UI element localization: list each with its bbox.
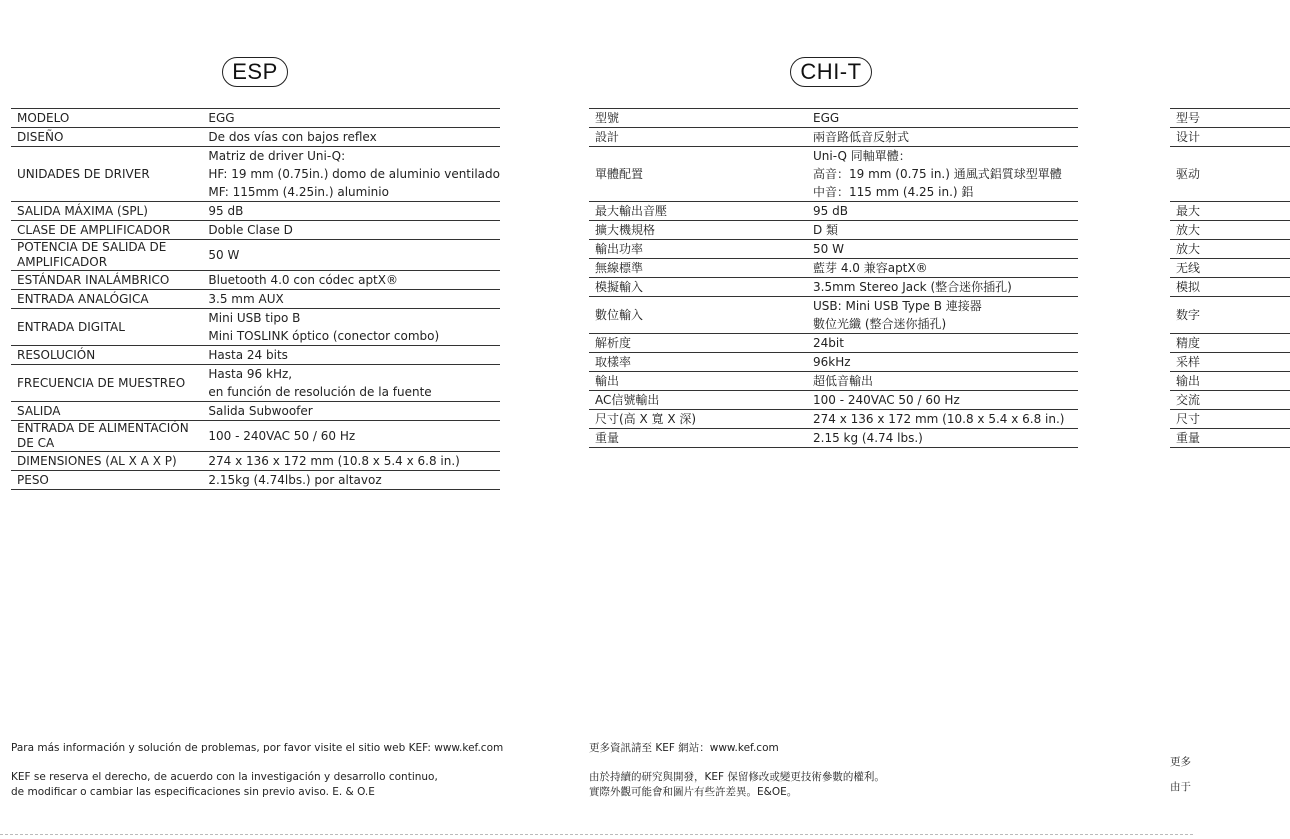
spec-row xyxy=(1170,259,1290,278)
spec-label-text: 数字 xyxy=(1176,307,1201,322)
spec-value-text: De dos vías con bajos reflex xyxy=(208,130,377,144)
spec-row xyxy=(1170,353,1290,372)
footer-esp xyxy=(11,741,503,800)
spec-value-text: 95 dB xyxy=(813,204,848,218)
spec-label-text: 驱动 xyxy=(1176,166,1201,181)
spec-row xyxy=(11,109,500,128)
spec-row xyxy=(589,240,1078,259)
spec-value xyxy=(807,221,1078,240)
spec-value xyxy=(807,334,1078,353)
spec-value-text: MF: 115mm (4.25in.) aluminio xyxy=(208,185,389,199)
spec-value-text: 2.15 kg (4.74 lbs.) xyxy=(813,431,923,445)
spec-row xyxy=(589,278,1078,297)
spec-row xyxy=(589,128,1078,147)
spec-value xyxy=(202,452,500,471)
spec-value xyxy=(807,259,1078,278)
spec-label-text: 無線標準 xyxy=(595,260,644,275)
spec-row xyxy=(11,346,500,365)
spec-row xyxy=(589,147,1078,202)
spec-value-text: Bluetooth 4.0 con códec aptX® xyxy=(208,273,398,287)
spec-value xyxy=(202,128,500,147)
spec-value xyxy=(807,410,1078,429)
spec-label-text: PESO xyxy=(17,472,49,487)
spec-row xyxy=(1170,297,1290,334)
spec-label-text: 精度 xyxy=(1176,335,1201,350)
spec-value xyxy=(202,346,500,365)
spec-row xyxy=(11,309,500,346)
spec-row xyxy=(1170,128,1290,147)
spec-label-text: POTENCIA DE SALIDA DE AMPLIFICADOR xyxy=(17,240,167,269)
spec-label xyxy=(11,402,202,421)
spec-value xyxy=(202,309,500,346)
spec-value-text: 95 dB xyxy=(208,204,244,218)
spec-label-text: 设计 xyxy=(1176,129,1201,144)
spec-label-text: SALIDA MÁXIMA (SPL) xyxy=(17,203,148,218)
spec-label xyxy=(11,147,202,202)
spec-label-text: ENTRADA ANALÓGICA xyxy=(17,291,149,306)
spec-label xyxy=(1170,202,1290,221)
spec-label xyxy=(11,221,202,240)
spec-row xyxy=(11,271,500,290)
spec-label-text: 設計 xyxy=(595,129,620,144)
spec-label xyxy=(589,334,807,353)
spec-row xyxy=(11,402,500,421)
spec-label xyxy=(589,391,807,410)
spec-label xyxy=(589,429,807,448)
spec-value-text: 96kHz xyxy=(813,355,851,369)
spec-value xyxy=(202,147,500,202)
spec-value-text: 100 - 240VAC 50 / 60 Hz xyxy=(813,393,960,407)
spec-label xyxy=(11,452,202,471)
spec-row xyxy=(1170,410,1290,429)
spec-label-text: 模擬輸入 xyxy=(595,279,644,294)
spec-value-text: 274 x 136 x 172 mm (10.8 x 5.4 x 6.8 in.) xyxy=(813,412,1065,426)
spec-value xyxy=(807,429,1078,448)
spec-label xyxy=(11,240,202,271)
spec-label-text: ENTRADA DE ALIMENTACIÓN DE CA xyxy=(17,421,189,450)
spec-table-chi-s-partial xyxy=(1170,108,1290,448)
spec-row xyxy=(11,290,500,309)
spec-value-text: 100 - 240VAC 50 / 60 Hz xyxy=(208,429,356,443)
spec-label-text: 尺寸 xyxy=(1176,411,1201,426)
spec-row xyxy=(11,147,500,202)
spec-value-text: Salida Subwoofer xyxy=(208,404,313,418)
spec-label-text: 單體配置 xyxy=(595,166,644,181)
spec-row xyxy=(1170,278,1290,297)
spec-label-text: UNIDADES DE DRIVER xyxy=(17,166,150,181)
spec-value-text: Hasta 24 bits xyxy=(208,348,288,362)
spec-value xyxy=(202,240,500,271)
spec-row xyxy=(589,410,1078,429)
spec-value-text: Uni-Q 同軸單體： xyxy=(813,149,911,163)
spec-label xyxy=(11,365,202,402)
footer-disclaimer-line: 實際外觀可能會和圖片有些許差異。E&OE。 xyxy=(589,786,798,798)
spec-value-text: Hasta 96 kHz, xyxy=(208,367,293,381)
spec-label xyxy=(1170,259,1290,278)
spec-label-text: RESOLUCIÓN xyxy=(17,347,96,362)
spec-label xyxy=(11,290,202,309)
spec-value-text: 超低音輸出 xyxy=(813,374,874,388)
spec-label xyxy=(11,271,202,290)
spec-row xyxy=(1170,147,1290,202)
spec-row xyxy=(589,391,1078,410)
spec-value xyxy=(202,402,500,421)
spec-row xyxy=(589,372,1078,391)
spec-row xyxy=(589,429,1078,448)
spec-label xyxy=(589,128,807,147)
spec-row xyxy=(11,202,500,221)
footer-line: 更多 xyxy=(1170,756,1191,768)
spec-label xyxy=(589,297,807,334)
spec-table-esp xyxy=(11,108,500,490)
spec-value-text: 2.15kg (4.74lbs.) por altavoz xyxy=(208,473,382,487)
spec-value xyxy=(807,240,1078,259)
spec-label-text: 最大輸出音壓 xyxy=(595,203,668,218)
spec-value-text: 數位光纖 (整合迷你插孔) xyxy=(813,317,947,331)
spec-label-text: ESTÁNDAR INALÁMBRICO xyxy=(17,272,170,287)
spec-value-text: 藍芽 4.0 兼容aptX® xyxy=(813,261,928,275)
spec-value-text: 高音：19 mm (0.75 in.) 通風式鋁質球型單體 xyxy=(813,167,1062,181)
spec-row xyxy=(589,221,1078,240)
spec-value xyxy=(807,128,1078,147)
spec-value xyxy=(807,353,1078,372)
spec-label-text: 输出 xyxy=(1176,373,1201,388)
spec-label-text: AC信號輸出 xyxy=(595,392,660,407)
spec-label xyxy=(589,240,807,259)
footer-line: 由于 xyxy=(1170,781,1191,793)
spec-value xyxy=(202,221,500,240)
spec-value xyxy=(202,421,500,452)
spec-value-text: USB: Mini USB Type B 連接器 xyxy=(813,299,982,313)
spec-value-text: D 類 xyxy=(813,223,839,237)
spec-label xyxy=(589,259,807,278)
spec-row xyxy=(589,353,1078,372)
spec-label-text: DIMENSIONES (AL X A X P) xyxy=(17,453,177,468)
spec-label-text: 型号 xyxy=(1176,110,1201,125)
spec-label-text: MODELO xyxy=(17,110,70,125)
spec-row xyxy=(11,240,500,271)
spec-row xyxy=(1170,429,1290,448)
spec-label xyxy=(589,221,807,240)
spec-label-text: 模拟 xyxy=(1176,279,1201,294)
spec-table-chi-t xyxy=(589,108,1078,448)
spec-value-text: 24bit xyxy=(813,336,844,350)
footer-disclaimer-line: KEF se reserva el derecho, de acuerdo con la investigación y desarrollo continuo, xyxy=(11,771,438,783)
spec-label-text: 放大 xyxy=(1176,241,1201,256)
spec-label-text: 解析度 xyxy=(595,335,632,350)
spec-value xyxy=(202,471,500,490)
spec-value xyxy=(202,365,500,402)
spec-label-text: 重量 xyxy=(595,430,620,445)
spec-value-text: Matriz de driver Uni-Q: xyxy=(208,149,346,163)
spec-label xyxy=(589,353,807,372)
spec-value xyxy=(807,278,1078,297)
spec-label-text: FRECUENCIA DE MUESTREO xyxy=(17,375,186,390)
crop-mark-line xyxy=(0,834,1193,835)
spec-label xyxy=(1170,372,1290,391)
spec-label-text: CLASE DE AMPLIFICADOR xyxy=(17,222,171,237)
spec-label xyxy=(11,309,202,346)
partial-column-chi-s xyxy=(1170,0,1201,839)
spec-row xyxy=(589,259,1078,278)
footer-disclaimer-line: 由於持續的研究與開發，KEF 保留修改或變更技術參數的權利。 xyxy=(589,771,885,783)
spec-value-text: 274 x 136 x 172 mm (10.8 x 5.4 x 6.8 in.) xyxy=(208,454,460,468)
spec-row xyxy=(11,452,500,471)
spec-row xyxy=(1170,372,1290,391)
spec-label-text: 无线 xyxy=(1176,260,1201,275)
spec-row xyxy=(11,421,500,452)
spec-row xyxy=(11,221,500,240)
spec-row xyxy=(11,471,500,490)
spec-value-text: 50 W xyxy=(813,242,844,256)
spec-label xyxy=(589,278,807,297)
spec-label xyxy=(11,202,202,221)
spec-value xyxy=(807,109,1078,128)
spec-label xyxy=(1170,429,1290,448)
spec-label xyxy=(1170,391,1290,410)
spec-value xyxy=(807,297,1078,334)
spec-row xyxy=(1170,221,1290,240)
spec-value xyxy=(807,202,1078,221)
spec-label xyxy=(589,109,807,128)
spec-label-text: DISEÑO xyxy=(17,129,64,144)
spec-label-text: 重量 xyxy=(1176,430,1201,445)
spec-label xyxy=(1170,109,1290,128)
spec-row xyxy=(1170,391,1290,410)
spec-label xyxy=(589,372,807,391)
spec-row xyxy=(1170,109,1290,128)
spec-row xyxy=(589,297,1078,334)
spec-value-text: 3.5mm Stereo Jack (整合迷你插孔) xyxy=(813,280,1012,294)
spec-row xyxy=(1170,202,1290,221)
spec-value-text: Mini TOSLINK óptico (conector combo) xyxy=(208,329,440,343)
spec-value-text: Mini USB tipo B xyxy=(208,311,301,325)
spec-value-text: EGG xyxy=(208,111,235,125)
spec-value xyxy=(807,391,1078,410)
spec-label xyxy=(11,128,202,147)
spec-label-text: 型號 xyxy=(595,110,620,125)
spec-label xyxy=(1170,410,1290,429)
spec-label xyxy=(1170,353,1290,372)
spec-label xyxy=(1170,297,1290,334)
spec-value-text: 中音：115 mm (4.25 in.) 鋁 xyxy=(813,185,974,199)
spec-value-text: en función de resolución de la fuente xyxy=(208,385,432,399)
spec-label xyxy=(1170,334,1290,353)
spec-label-text: 放大 xyxy=(1176,222,1201,237)
spec-row xyxy=(589,334,1078,353)
spec-value xyxy=(807,147,1078,202)
spec-label-text: 采样 xyxy=(1176,354,1201,369)
spec-value-text: Doble Clase D xyxy=(208,223,293,237)
spec-label-text: 尺寸(高 X 寬 X 深) xyxy=(595,411,697,426)
spec-value xyxy=(202,202,500,221)
spec-row xyxy=(11,128,500,147)
spec-label-text: 最大 xyxy=(1176,203,1201,218)
spec-label-text: 取樣率 xyxy=(595,354,632,369)
spec-label xyxy=(1170,147,1290,202)
spec-label xyxy=(11,421,202,452)
spec-value xyxy=(202,271,500,290)
spec-row xyxy=(1170,334,1290,353)
footer-chi-t xyxy=(589,741,885,800)
spec-label-text: 擴大機規格 xyxy=(595,222,656,237)
spec-row xyxy=(589,109,1078,128)
spec-label xyxy=(11,109,202,128)
spec-value-text: 兩音路低音反射式 xyxy=(813,130,910,144)
spec-label xyxy=(1170,221,1290,240)
spec-value xyxy=(202,290,500,309)
spec-label-text: 數位輸入 xyxy=(595,307,644,322)
spec-label-text: 輸出功率 xyxy=(595,241,644,256)
spec-label xyxy=(1170,278,1290,297)
spec-label-text: ENTRADA DIGITAL xyxy=(17,319,125,334)
language-badge-esp: ESP xyxy=(222,57,288,87)
spec-label xyxy=(1170,240,1290,259)
spec-value-text: EGG xyxy=(813,111,840,125)
spec-label xyxy=(589,202,807,221)
spec-label-text: SALIDA xyxy=(17,403,61,418)
footer-chi-s-partial xyxy=(1170,755,1191,795)
spec-value-text: HF: 19 mm (0.75in.) domo de aluminio ventilado xyxy=(208,167,500,181)
spec-row xyxy=(589,202,1078,221)
spec-label-text: 交流 xyxy=(1176,392,1201,407)
footer-support-note: 更多資訊請至 KEF 網站：www.kef.com xyxy=(589,742,779,754)
spec-row xyxy=(1170,240,1290,259)
spec-value-text: 3.5 mm AUX xyxy=(208,292,284,306)
spec-label xyxy=(11,471,202,490)
spec-value-text: 50 W xyxy=(208,248,240,262)
spec-label xyxy=(1170,128,1290,147)
spec-value xyxy=(202,109,500,128)
footer-disclaimer-line: de modificar o cambiar las especificaciones sin previo aviso. E. & O.E xyxy=(11,786,375,798)
language-badge-chi-t: CHI-T xyxy=(790,57,872,87)
spec-label xyxy=(589,410,807,429)
spec-label xyxy=(11,346,202,365)
spec-label-text: 輸出 xyxy=(595,373,620,388)
spec-row xyxy=(11,365,500,402)
footer-support-note: Para más información y solución de problemas, por favor visite el sitio web KEF: www.kef.com xyxy=(11,742,504,754)
spec-value xyxy=(807,372,1078,391)
spec-label xyxy=(589,147,807,202)
